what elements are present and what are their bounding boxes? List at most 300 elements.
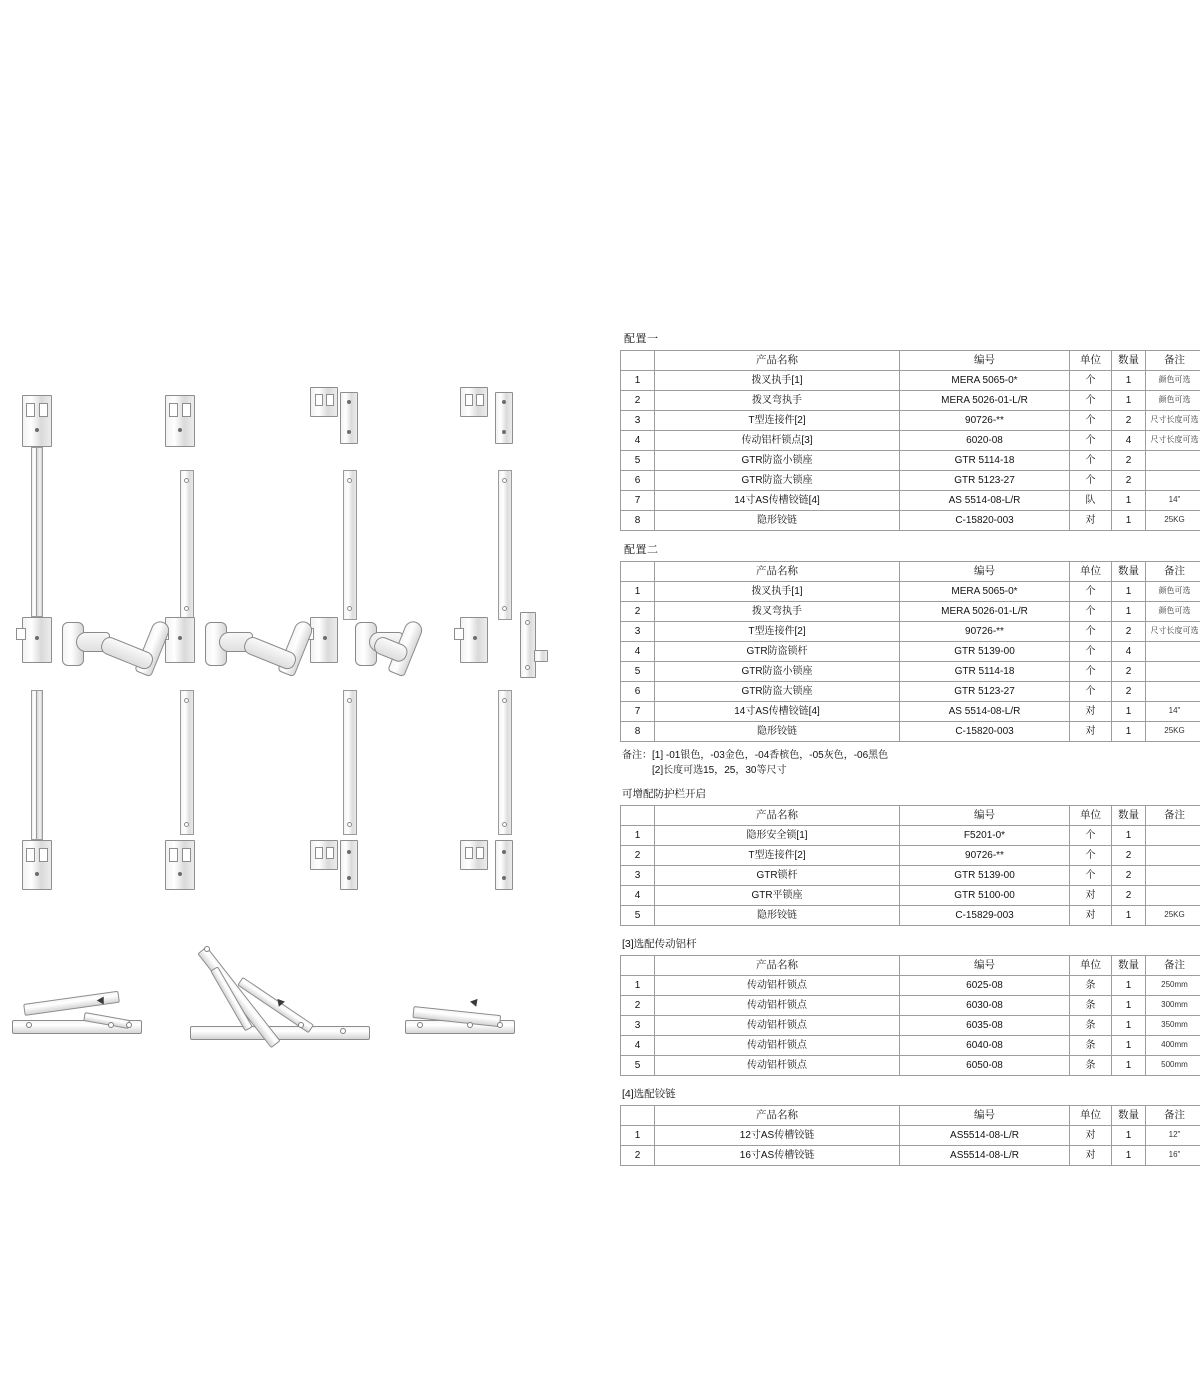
cell-index: 5	[621, 1056, 655, 1076]
col-index	[621, 351, 655, 371]
cell-index: 1	[621, 976, 655, 996]
fixing-dot	[347, 850, 351, 854]
fixing-dot	[178, 428, 182, 432]
table-row	[621, 511, 1200, 531]
cell-name: T型连接件[2]	[655, 622, 900, 642]
cell-remark: 尺寸长度可选	[1146, 431, 1200, 451]
cell-index: 3	[621, 622, 655, 642]
flat-rail	[180, 470, 194, 620]
table-header-row	[621, 956, 1200, 976]
table-row	[621, 722, 1200, 742]
cell-remark: 颜色可选	[1146, 582, 1200, 602]
lock-block-notch	[26, 403, 35, 417]
cell-code: C-15829-003	[900, 906, 1070, 926]
cell-qty: 1	[1112, 511, 1146, 531]
rail-hole	[184, 478, 189, 483]
cell-unit: 个	[1070, 682, 1112, 702]
rail-hole	[347, 698, 352, 703]
cell-remark: 颜色可选	[1146, 371, 1200, 391]
flat-rail	[180, 690, 194, 835]
table-row	[621, 682, 1200, 702]
cell-qty: 1	[1112, 1056, 1146, 1076]
spec-tables	[620, 330, 1199, 1176]
lock-block-notch	[326, 847, 334, 859]
cell-unit: 条	[1070, 996, 1112, 1016]
col-qty: 数量	[1112, 562, 1146, 582]
table-row	[621, 906, 1200, 926]
table-row	[621, 642, 1200, 662]
cell-code: AS5514-08-L/R	[900, 1146, 1070, 1166]
cell-index: 4	[621, 642, 655, 662]
fixing-dot	[35, 428, 39, 432]
hinge-pin	[26, 1022, 32, 1028]
table-row	[621, 826, 1200, 846]
cell-remark: 14"	[1146, 702, 1200, 722]
cell-code: MERA 5065-0*	[900, 582, 1070, 602]
rail-hole	[502, 478, 507, 483]
cell-code: GTR 5139-00	[900, 642, 1070, 662]
lock-block-notch	[39, 848, 48, 862]
fixing-dot	[473, 636, 477, 640]
col-qty: 数量	[1112, 1106, 1146, 1126]
fixing-dot	[178, 636, 182, 640]
cell-index: 4	[621, 431, 655, 451]
cell-index: 1	[621, 826, 655, 846]
table-row	[621, 1036, 1200, 1056]
cell-name: 隐形铰链	[655, 722, 900, 742]
cell-index: 5	[621, 906, 655, 926]
cell-unit: 对	[1070, 702, 1112, 722]
lock-block-notch	[26, 848, 35, 862]
col-qty: 数量	[1112, 351, 1146, 371]
cell-unit: 个	[1070, 582, 1112, 602]
cell-name: 传动铝杆锁点	[655, 1056, 900, 1076]
cell-remark: 颜色可选	[1146, 602, 1200, 622]
cell-qty: 1	[1112, 996, 1146, 1016]
rail-hole	[502, 698, 507, 703]
hinge-pin	[340, 1028, 346, 1034]
flat-rail	[343, 690, 357, 835]
cell-qty: 4	[1112, 642, 1146, 662]
lock-block-notch	[465, 847, 473, 859]
cell-remark	[1146, 682, 1200, 702]
col-code: 编号	[900, 806, 1070, 826]
cell-qty: 1	[1112, 722, 1146, 742]
cell-unit: 个	[1070, 826, 1112, 846]
table-header-row	[621, 1106, 1200, 1126]
cell-unit: 条	[1070, 1016, 1112, 1036]
col-index	[621, 1106, 655, 1126]
safety-lock-hole	[525, 620, 530, 625]
fixing-dot	[347, 876, 351, 880]
table-optional-rod	[620, 955, 1200, 1076]
cell-unit: 条	[1070, 976, 1112, 996]
cell-name: 传动铝杆锁点[3]	[655, 431, 900, 451]
cell-index: 8	[621, 722, 655, 742]
col-index	[621, 806, 655, 826]
cell-name: GTR防盗小锁座	[655, 451, 900, 471]
cell-unit: 对	[1070, 886, 1112, 906]
col-remark: 备注	[1146, 806, 1200, 826]
cell-code: 90726-**	[900, 622, 1070, 642]
lock-block-notch	[182, 848, 191, 862]
cell-qty: 1	[1112, 602, 1146, 622]
col-unit: 单位	[1070, 562, 1112, 582]
drive-rail	[31, 447, 43, 617]
lock-block-notch	[476, 847, 484, 859]
lock-block	[165, 617, 195, 663]
cell-remark: 350mm	[1146, 1016, 1200, 1036]
cell-name: 14寸AS传槽铰链[4]	[655, 491, 900, 511]
col-product-name: 产品名称	[655, 562, 900, 582]
cell-code: GTR 5123-27	[900, 471, 1070, 491]
cell-unit: 个	[1070, 411, 1112, 431]
assembly-arrow-icon	[470, 999, 480, 1008]
cell-code: 6040-08	[900, 1036, 1070, 1056]
fixing-dot	[502, 430, 506, 434]
table-row	[621, 431, 1200, 451]
col-code: 编号	[900, 562, 1070, 582]
cell-code: GTR 5139-00	[900, 866, 1070, 886]
cell-remark: 尺寸长度可选	[1146, 411, 1200, 431]
cell-qty: 1	[1112, 582, 1146, 602]
cell-code: AS5514-08-L/R	[900, 1126, 1070, 1146]
cell-unit: 个	[1070, 602, 1112, 622]
cell-name: 传动铝杆锁点	[655, 1036, 900, 1056]
col-unit: 单位	[1070, 806, 1112, 826]
cell-qty: 1	[1112, 826, 1146, 846]
table-config-2	[620, 561, 1200, 742]
cell-code: 6020-08	[900, 431, 1070, 451]
cell-index: 2	[621, 996, 655, 1016]
cell-unit: 个	[1070, 371, 1112, 391]
cell-remark: 25KG	[1146, 906, 1200, 926]
cell-remark: 14"	[1146, 491, 1200, 511]
cell-unit: 对	[1070, 906, 1112, 926]
lock-block-notch	[182, 403, 191, 417]
rail-hole	[184, 606, 189, 611]
safety-lock-tongue	[534, 650, 548, 662]
cell-index: 7	[621, 491, 655, 511]
cell-remark: 500mm	[1146, 1056, 1200, 1076]
cell-unit: 个	[1070, 622, 1112, 642]
cell-code: C-15820-003	[900, 511, 1070, 531]
cell-code: 90726-**	[900, 411, 1070, 431]
cell-index: 6	[621, 471, 655, 491]
col-unit: 单位	[1070, 351, 1112, 371]
rail-line	[36, 447, 37, 617]
table-row	[621, 996, 1200, 1016]
lock-block-notch	[465, 394, 473, 406]
col-remark: 备注	[1146, 351, 1200, 371]
hinge-pin	[108, 1022, 114, 1028]
table-row	[621, 886, 1200, 906]
cell-index: 7	[621, 702, 655, 722]
cell-name: 拨叉执手[1]	[655, 371, 900, 391]
cell-name: GTR防盗锁杆	[655, 642, 900, 662]
cell-remark: 300mm	[1146, 996, 1200, 1016]
cell-name: 12寸AS传槽铰链	[655, 1126, 900, 1146]
fixing-dot	[347, 430, 351, 434]
cell-code: 90726-**	[900, 846, 1070, 866]
table-config-1	[620, 350, 1200, 531]
rail-hole	[502, 606, 507, 611]
cell-code: MERA 5026-01-L/R	[900, 602, 1070, 622]
cell-code: 6025-08	[900, 976, 1070, 996]
cell-remark: 12"	[1146, 1126, 1200, 1146]
cell-unit: 个	[1070, 866, 1112, 886]
cell-qty: 2	[1112, 886, 1146, 906]
hinge-pin	[467, 1022, 473, 1028]
cell-qty: 1	[1112, 1016, 1146, 1036]
table-row	[621, 662, 1200, 682]
table-row	[621, 471, 1200, 491]
col-unit: 单位	[1070, 956, 1112, 976]
cell-index: 2	[621, 1146, 655, 1166]
table-row	[621, 866, 1200, 886]
fixing-dot	[502, 400, 506, 404]
cell-unit: 个	[1070, 431, 1112, 451]
table-row	[621, 622, 1200, 642]
cell-index: 4	[621, 886, 655, 906]
col-code: 编号	[900, 956, 1070, 976]
cell-unit: 对	[1070, 1146, 1112, 1166]
rail-hole	[347, 606, 352, 611]
cell-name: T型连接件[2]	[655, 411, 900, 431]
safety-lock-hole	[525, 665, 530, 670]
table-row	[621, 846, 1200, 866]
table-header-row	[621, 806, 1200, 826]
drive-rail	[31, 690, 43, 840]
lock-block-notch	[169, 403, 178, 417]
hinge-pin	[126, 1022, 132, 1028]
cell-name: GTR防盗大锁座	[655, 682, 900, 702]
cell-index: 2	[621, 391, 655, 411]
col-product-name: 产品名称	[655, 351, 900, 371]
cell-remark: 16"	[1146, 1146, 1200, 1166]
cell-name: GTR防盗小锁座	[655, 662, 900, 682]
cell-unit: 对	[1070, 1126, 1112, 1146]
cell-remark: 400mm	[1146, 1036, 1200, 1056]
cell-unit: 个	[1070, 846, 1112, 866]
cell-qty: 2	[1112, 662, 1146, 682]
cell-code: 6050-08	[900, 1056, 1070, 1076]
cell-qty: 2	[1112, 846, 1146, 866]
friction-stay-hinge-right	[405, 990, 525, 1050]
cell-remark	[1146, 886, 1200, 906]
col-index	[621, 956, 655, 976]
cell-index: 1	[621, 1126, 655, 1146]
lock-block-notch	[169, 848, 178, 862]
cell-index: 3	[621, 1016, 655, 1036]
cell-unit: 条	[1070, 1056, 1112, 1076]
rail-line	[36, 690, 37, 840]
cell-remark: 尺寸长度可选	[1146, 622, 1200, 642]
fixing-dot	[35, 872, 39, 876]
table-optional-guard	[620, 805, 1200, 926]
cell-name: GTR平锁座	[655, 886, 900, 906]
fixing-dot	[502, 850, 506, 854]
lock-block	[310, 617, 338, 663]
table-row	[621, 391, 1200, 411]
cell-code: C-15820-003	[900, 722, 1070, 742]
table-row	[621, 451, 1200, 471]
cell-qty: 2	[1112, 451, 1146, 471]
cell-name: 传动铝杆锁点	[655, 976, 900, 996]
col-index	[621, 562, 655, 582]
col-code: 编号	[900, 1106, 1070, 1126]
cell-remark	[1146, 826, 1200, 846]
fixing-dot	[323, 636, 327, 640]
cell-code: MERA 5026-01-L/R	[900, 391, 1070, 411]
rail-hole	[347, 822, 352, 827]
footnote-2: [2]长度可选15，25，30等尺寸	[622, 765, 787, 776]
table-row	[621, 976, 1200, 996]
section-title-optional-rod: [3]选配传动铝杆	[622, 938, 697, 950]
cell-name: T型连接件[2]	[655, 846, 900, 866]
cell-name: 拨叉执手[1]	[655, 582, 900, 602]
col-product-name: 产品名称	[655, 956, 900, 976]
rail-hole	[347, 478, 352, 483]
cell-unit: 条	[1070, 1036, 1112, 1056]
lock-block	[22, 617, 52, 663]
table-row	[621, 1126, 1200, 1146]
cell-qty: 4	[1112, 431, 1146, 451]
cell-name: 传动铝杆锁点	[655, 1016, 900, 1036]
cell-index: 3	[621, 866, 655, 886]
cell-remark	[1146, 866, 1200, 886]
cell-index: 5	[621, 662, 655, 682]
cell-qty: 2	[1112, 471, 1146, 491]
table-row	[621, 491, 1200, 511]
table-optional-hinge	[620, 1105, 1200, 1166]
cell-name: GTR防盗大锁座	[655, 471, 900, 491]
cell-name: 14寸AS传槽铰链[4]	[655, 702, 900, 722]
col-product-name: 产品名称	[655, 1106, 900, 1126]
lock-block-notch	[16, 628, 26, 640]
cell-code: F5201-0*	[900, 826, 1070, 846]
cell-index: 4	[621, 1036, 655, 1056]
section-title-config-1: 配置一	[624, 333, 659, 345]
cell-unit: 个	[1070, 451, 1112, 471]
cell-unit: 个	[1070, 662, 1112, 682]
cell-name: 拨叉弯执手	[655, 391, 900, 411]
rail-hole	[502, 822, 507, 827]
lock-block-notch	[39, 403, 48, 417]
cell-name: 隐形安全锁[1]	[655, 826, 900, 846]
col-qty: 数量	[1112, 806, 1146, 826]
cell-code: GTR 5114-18	[900, 451, 1070, 471]
cell-code: 6035-08	[900, 1016, 1070, 1036]
footnote-1: 备注：[1] -01银色，-03金色，-04香槟色，-05灰色，-06黑色	[622, 750, 889, 761]
cell-code: AS 5514-08-L/R	[900, 491, 1070, 511]
col-qty: 数量	[1112, 956, 1146, 976]
cell-qty: 2	[1112, 411, 1146, 431]
cell-qty: 1	[1112, 906, 1146, 926]
cell-code: GTR 5100-00	[900, 886, 1070, 906]
lock-block-notch	[315, 847, 323, 859]
cell-index: 3	[621, 411, 655, 431]
cell-unit: 对	[1070, 722, 1112, 742]
table-row	[621, 411, 1200, 431]
cell-qty: 1	[1112, 976, 1146, 996]
table-header-row	[621, 562, 1200, 582]
cell-index: 1	[621, 371, 655, 391]
table-row	[621, 1016, 1200, 1036]
fixing-dot	[178, 872, 182, 876]
cell-remark	[1146, 471, 1200, 491]
lock-block-notch	[454, 628, 464, 640]
cell-code: GTR 5123-27	[900, 682, 1070, 702]
cell-unit: 个	[1070, 642, 1112, 662]
cell-name: GTR锁杆	[655, 866, 900, 886]
hinge-pin	[298, 1022, 304, 1028]
lock-block	[460, 617, 488, 663]
cell-remark	[1146, 662, 1200, 682]
cell-index: 5	[621, 451, 655, 471]
cell-remark: 25KG	[1146, 722, 1200, 742]
cell-name: 拨叉弯执手	[655, 602, 900, 622]
cell-code: GTR 5114-18	[900, 662, 1070, 682]
cell-unit: 对	[1070, 511, 1112, 531]
table-row	[621, 602, 1200, 622]
flat-rail	[498, 690, 512, 835]
flat-rail	[343, 470, 357, 620]
rail-hole	[184, 698, 189, 703]
section-title-config-2: 配置二	[624, 544, 659, 556]
table-row	[621, 1056, 1200, 1076]
lock-block-notch	[326, 394, 334, 406]
cell-unit: 个	[1070, 391, 1112, 411]
fixing-dot	[35, 636, 39, 640]
cell-remark	[1146, 451, 1200, 471]
section-title-optional-guard: 可增配防护栏开启	[622, 788, 706, 800]
col-unit: 单位	[1070, 1106, 1112, 1126]
table-row	[621, 1146, 1200, 1166]
lock-block-notch	[315, 394, 323, 406]
cell-index: 1	[621, 582, 655, 602]
hinge-pin	[204, 946, 210, 952]
fixing-dot	[502, 876, 506, 880]
cell-code: MERA 5065-0*	[900, 371, 1070, 391]
flat-rail	[498, 470, 512, 620]
cell-unit: 队	[1070, 491, 1112, 511]
table-row	[621, 371, 1200, 391]
lock-block	[340, 840, 358, 890]
cell-remark	[1146, 642, 1200, 662]
cell-qty: 2	[1112, 682, 1146, 702]
cell-remark: 250mm	[1146, 976, 1200, 996]
col-remark: 备注	[1146, 562, 1200, 582]
cell-qty: 1	[1112, 1036, 1146, 1056]
cell-unit: 个	[1070, 471, 1112, 491]
fixing-dot	[347, 400, 351, 404]
col-remark: 备注	[1146, 956, 1200, 976]
cell-remark: 颜色可选	[1146, 391, 1200, 411]
cell-qty: 1	[1112, 491, 1146, 511]
cell-qty: 1	[1112, 1146, 1146, 1166]
cell-index: 2	[621, 846, 655, 866]
friction-stay-hinge-left	[12, 990, 152, 1050]
cell-qty: 1	[1112, 391, 1146, 411]
lock-block	[495, 840, 513, 890]
cell-code: AS 5514-08-L/R	[900, 702, 1070, 722]
table-header-row	[621, 351, 1200, 371]
cell-code: 6030-08	[900, 996, 1070, 1016]
col-product-name: 产品名称	[655, 806, 900, 826]
cell-qty: 1	[1112, 371, 1146, 391]
hinge-pin	[417, 1022, 423, 1028]
